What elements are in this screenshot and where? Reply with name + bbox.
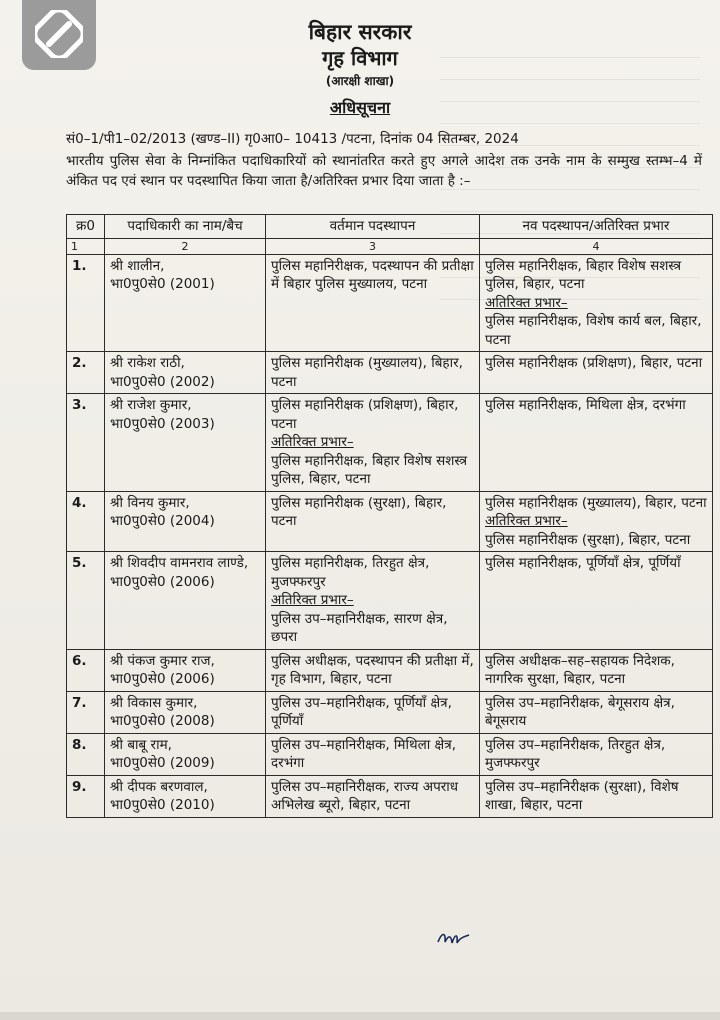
- row-sno: 3.: [72, 397, 87, 413]
- reference-line: सं0–1/पी1–02/2013 (खण्ड–II) गृ0आ0– 10413 /पटना, दिनांक 04 सितम्बर, 2024: [66, 131, 519, 147]
- officer-batch: भा0पु0से0 (2004): [110, 513, 215, 529]
- current-posting: पुलिस महानिरीक्षक, पदस्थापन की प्रतीक्षा में बिहार पुलिस मुख्यालय, पटना: [271, 257, 474, 292]
- cell-officer: [105, 352, 266, 394]
- department-title: गृह विभाग: [322, 46, 398, 70]
- new-addl-label: अतिरिक्त प्रभार–: [485, 513, 568, 529]
- officer-name: श्री राजेश कुमार,: [110, 397, 192, 413]
- officer-batch: भा0पु0से0 (2010): [110, 797, 215, 813]
- current-posting: पुलिस उप–महानिरीक्षक, राज्य अपराध अभिलेख ब्यूरो, बिहार, पटना: [271, 778, 459, 813]
- branch-title: (आरक्षी शाखा): [325, 74, 395, 88]
- cell-officer: [105, 649, 266, 691]
- cell-current-posting: [266, 491, 480, 552]
- header-name: पदाधिकारी का नाम/बैच: [105, 215, 266, 239]
- current-posting: पुलिस उप–महानिरीक्षक, मिथिला क्षेत्र, दरभंगा: [271, 736, 456, 771]
- officer-name: श्री बाबू राम,: [110, 736, 172, 753]
- officer-name: श्री विकास कुमार,: [110, 694, 198, 711]
- officer-batch: भा0पु0से0 (2002): [110, 373, 215, 390]
- bottom-strip: [0, 1012, 720, 1020]
- current-posting: पुलिस महानिरीक्षक (मुख्यालय), बिहार, पटना: [271, 355, 463, 390]
- current-addl-charge: पुलिस महानिरीक्षक, बिहार विशेष सशस्त्र पुलिस, बिहार, पटना: [271, 452, 468, 487]
- officer-batch: भा0पु0से0 (2008): [110, 713, 215, 729]
- cell-sno: [67, 552, 105, 650]
- new-posting: पुलिस उप–महानिरीक्षक, बेगूसराय क्षेत्र, बेगूसराय: [485, 694, 675, 729]
- new-posting: पुलिस महानिरीक्षक, मिथिला क्षेत्र, दरभंगा: [485, 397, 686, 413]
- officer-name: श्री पंकज कुमार राज,: [110, 652, 215, 669]
- row-sno: 1.: [72, 257, 87, 274]
- cell-sno: [67, 394, 105, 492]
- table-header-row: [67, 215, 713, 239]
- cell-sno: [67, 254, 105, 352]
- officer-name: श्री विनय कुमार,: [110, 494, 190, 511]
- cell-current-posting: [266, 649, 480, 691]
- cell-officer: [105, 491, 266, 552]
- officer-batch: भा0पु0से0 (2003): [110, 415, 215, 432]
- table-row: [67, 733, 713, 775]
- row-sno: 9.: [72, 778, 87, 795]
- cell-new-posting: [480, 352, 713, 394]
- cell-officer: [105, 733, 266, 775]
- cell-new-posting: [480, 775, 713, 817]
- row-sno: 4.: [72, 494, 87, 511]
- current-posting: पुलिस उप–महानिरीक्षक, पूर्णियाँ क्षेत्र, पूर्णियाँ: [271, 694, 452, 729]
- cell-current-posting: [266, 775, 480, 817]
- cell-current-posting: [266, 394, 480, 492]
- cell-sno: [67, 491, 105, 552]
- current-posting: पुलिस महानिरीक्षक, तिरहुत क्षेत्र, मुजफ्फरपुर: [271, 555, 430, 590]
- cell-current-posting: [266, 691, 480, 733]
- cell-new-posting: [480, 649, 713, 691]
- officer-name: श्री राकेश राठी,: [110, 355, 185, 371]
- cell-new-posting: [480, 394, 713, 492]
- current-posting: पुलिस महानिरीक्षक (प्रशिक्षण), बिहार, पटना: [271, 397, 459, 432]
- table-row: [67, 691, 713, 733]
- row-sno: 5.: [72, 555, 87, 571]
- signature-icon: [436, 928, 472, 948]
- new-posting: पुलिस उप–महानिरीक्षक, तिरहुत क्षेत्र, मुजफ्फरपुर: [485, 736, 666, 771]
- intro-text: भारतीय पुलिस सेवा के निम्नांकित पदाधिकारियों को स्थानांतरित करते हुए अगले आदेश तक उनके नाम के सम्मुख स्तम्भ–4 में अंकित पद एवं स्थान पर पदस्थापित किया जाता है/अतिरिक्त प्रभार दिया जाता है :–: [66, 153, 702, 189]
- new-addl-charge: पुलिस महानिरीक्षक (सुरक्षा), बिहार, पटना: [485, 531, 691, 548]
- table-row: [67, 352, 713, 394]
- table-row: [67, 394, 713, 492]
- col-number: 4: [480, 238, 713, 254]
- cell-sno: [67, 775, 105, 817]
- cell-new-posting: [480, 552, 713, 650]
- new-addl-charge: पुलिस महानिरीक्षक, विशेष कार्य बल, बिहार, पटना: [485, 313, 702, 348]
- posting-table: [66, 214, 713, 818]
- current-posting: पुलिस अधीक्षक, पदस्थापन की प्रतीक्षा में, गृह विभाग, बिहार, पटना: [271, 652, 474, 687]
- govt-title: बिहार सरकार: [308, 20, 412, 44]
- officer-batch: भा0पु0से0 (2006): [110, 671, 215, 687]
- new-posting: पुलिस अधीक्षक–सह–सहायक निदेशक, नागरिक सुरक्षा, बिहार, पटना: [485, 652, 675, 687]
- cell-sno: [67, 352, 105, 394]
- cell-officer: [105, 775, 266, 817]
- table-row: [67, 254, 713, 352]
- cell-new-posting: [480, 691, 713, 733]
- new-posting: पुलिस महानिरीक्षक (मुख्यालय), बिहार, पटना: [485, 494, 707, 511]
- current-posting: पुलिस महानिरीक्षक (सुरक्षा), बिहार, पटना: [271, 494, 447, 529]
- current-addl-label: अतिरिक्त प्रभार–: [271, 592, 354, 608]
- cell-officer: [105, 394, 266, 492]
- cell-officer: [105, 552, 266, 650]
- current-addl-label: अतिरिक्त प्रभार–: [271, 434, 354, 450]
- col-number: 3: [266, 238, 480, 254]
- col-number: 1: [67, 238, 105, 254]
- cell-current-posting: [266, 552, 480, 650]
- officer-name: श्री शालीन,: [110, 257, 165, 274]
- officer-name: श्री दीपक बरणवाल,: [110, 778, 208, 795]
- table-row: [67, 775, 713, 817]
- table-body: [67, 254, 713, 817]
- header-current-posting: वर्तमान पदस्थापन: [266, 215, 480, 239]
- officer-batch: भा0पु0से0 (2006): [110, 573, 215, 590]
- notification-title: अधिसूचना: [329, 98, 391, 117]
- cell-new-posting: [480, 733, 713, 775]
- new-posting: पुलिस महानिरीक्षक, पूर्णियाँ क्षेत्र, पूर्णियाँ: [485, 555, 681, 571]
- cell-sno: [67, 649, 105, 691]
- cell-sno: [67, 691, 105, 733]
- cell-new-posting: [480, 491, 713, 552]
- header-new-posting: नव पदस्थापन/अतिरिक्त प्रभार: [480, 215, 713, 239]
- cell-new-posting: [480, 254, 713, 352]
- officer-name: श्री शिवदीप वामनराव लाण्डे,: [110, 555, 249, 571]
- row-sno: 2.: [72, 355, 87, 371]
- cell-current-posting: [266, 254, 480, 352]
- current-addl-charge: पुलिस उप–महानिरीक्षक, सारण क्षेत्र, छपरा: [271, 610, 448, 645]
- col-number: 2: [105, 238, 266, 254]
- header-sno: क्र0: [67, 215, 105, 239]
- row-sno: 8.: [72, 736, 87, 753]
- new-posting: पुलिस महानिरीक्षक (प्रशिक्षण), बिहार, पटना: [485, 355, 703, 371]
- table-row: [67, 649, 713, 691]
- row-sno: 6.: [72, 652, 87, 669]
- cell-officer: [105, 254, 266, 352]
- officer-batch: भा0पु0से0 (2009): [110, 755, 215, 771]
- cell-officer: [105, 691, 266, 733]
- cell-sno: [67, 733, 105, 775]
- new-posting: पुलिस महानिरीक्षक, बिहार विशेष सशस्त्र पुलिस, बिहार, पटना: [485, 257, 682, 292]
- new-addl-label: अतिरिक्त प्रभार–: [485, 294, 568, 311]
- column-number-row: [67, 238, 713, 254]
- new-posting: पुलिस उप–महानिरीक्षक (सुरक्षा), विशेष शाखा, बिहार, पटना: [485, 778, 679, 813]
- cell-current-posting: [266, 352, 480, 394]
- row-sno: 7.: [72, 694, 87, 711]
- table-row: [67, 552, 713, 650]
- cell-current-posting: [266, 733, 480, 775]
- officer-batch: भा0पु0से0 (2001): [110, 276, 215, 292]
- table-row: [67, 491, 713, 552]
